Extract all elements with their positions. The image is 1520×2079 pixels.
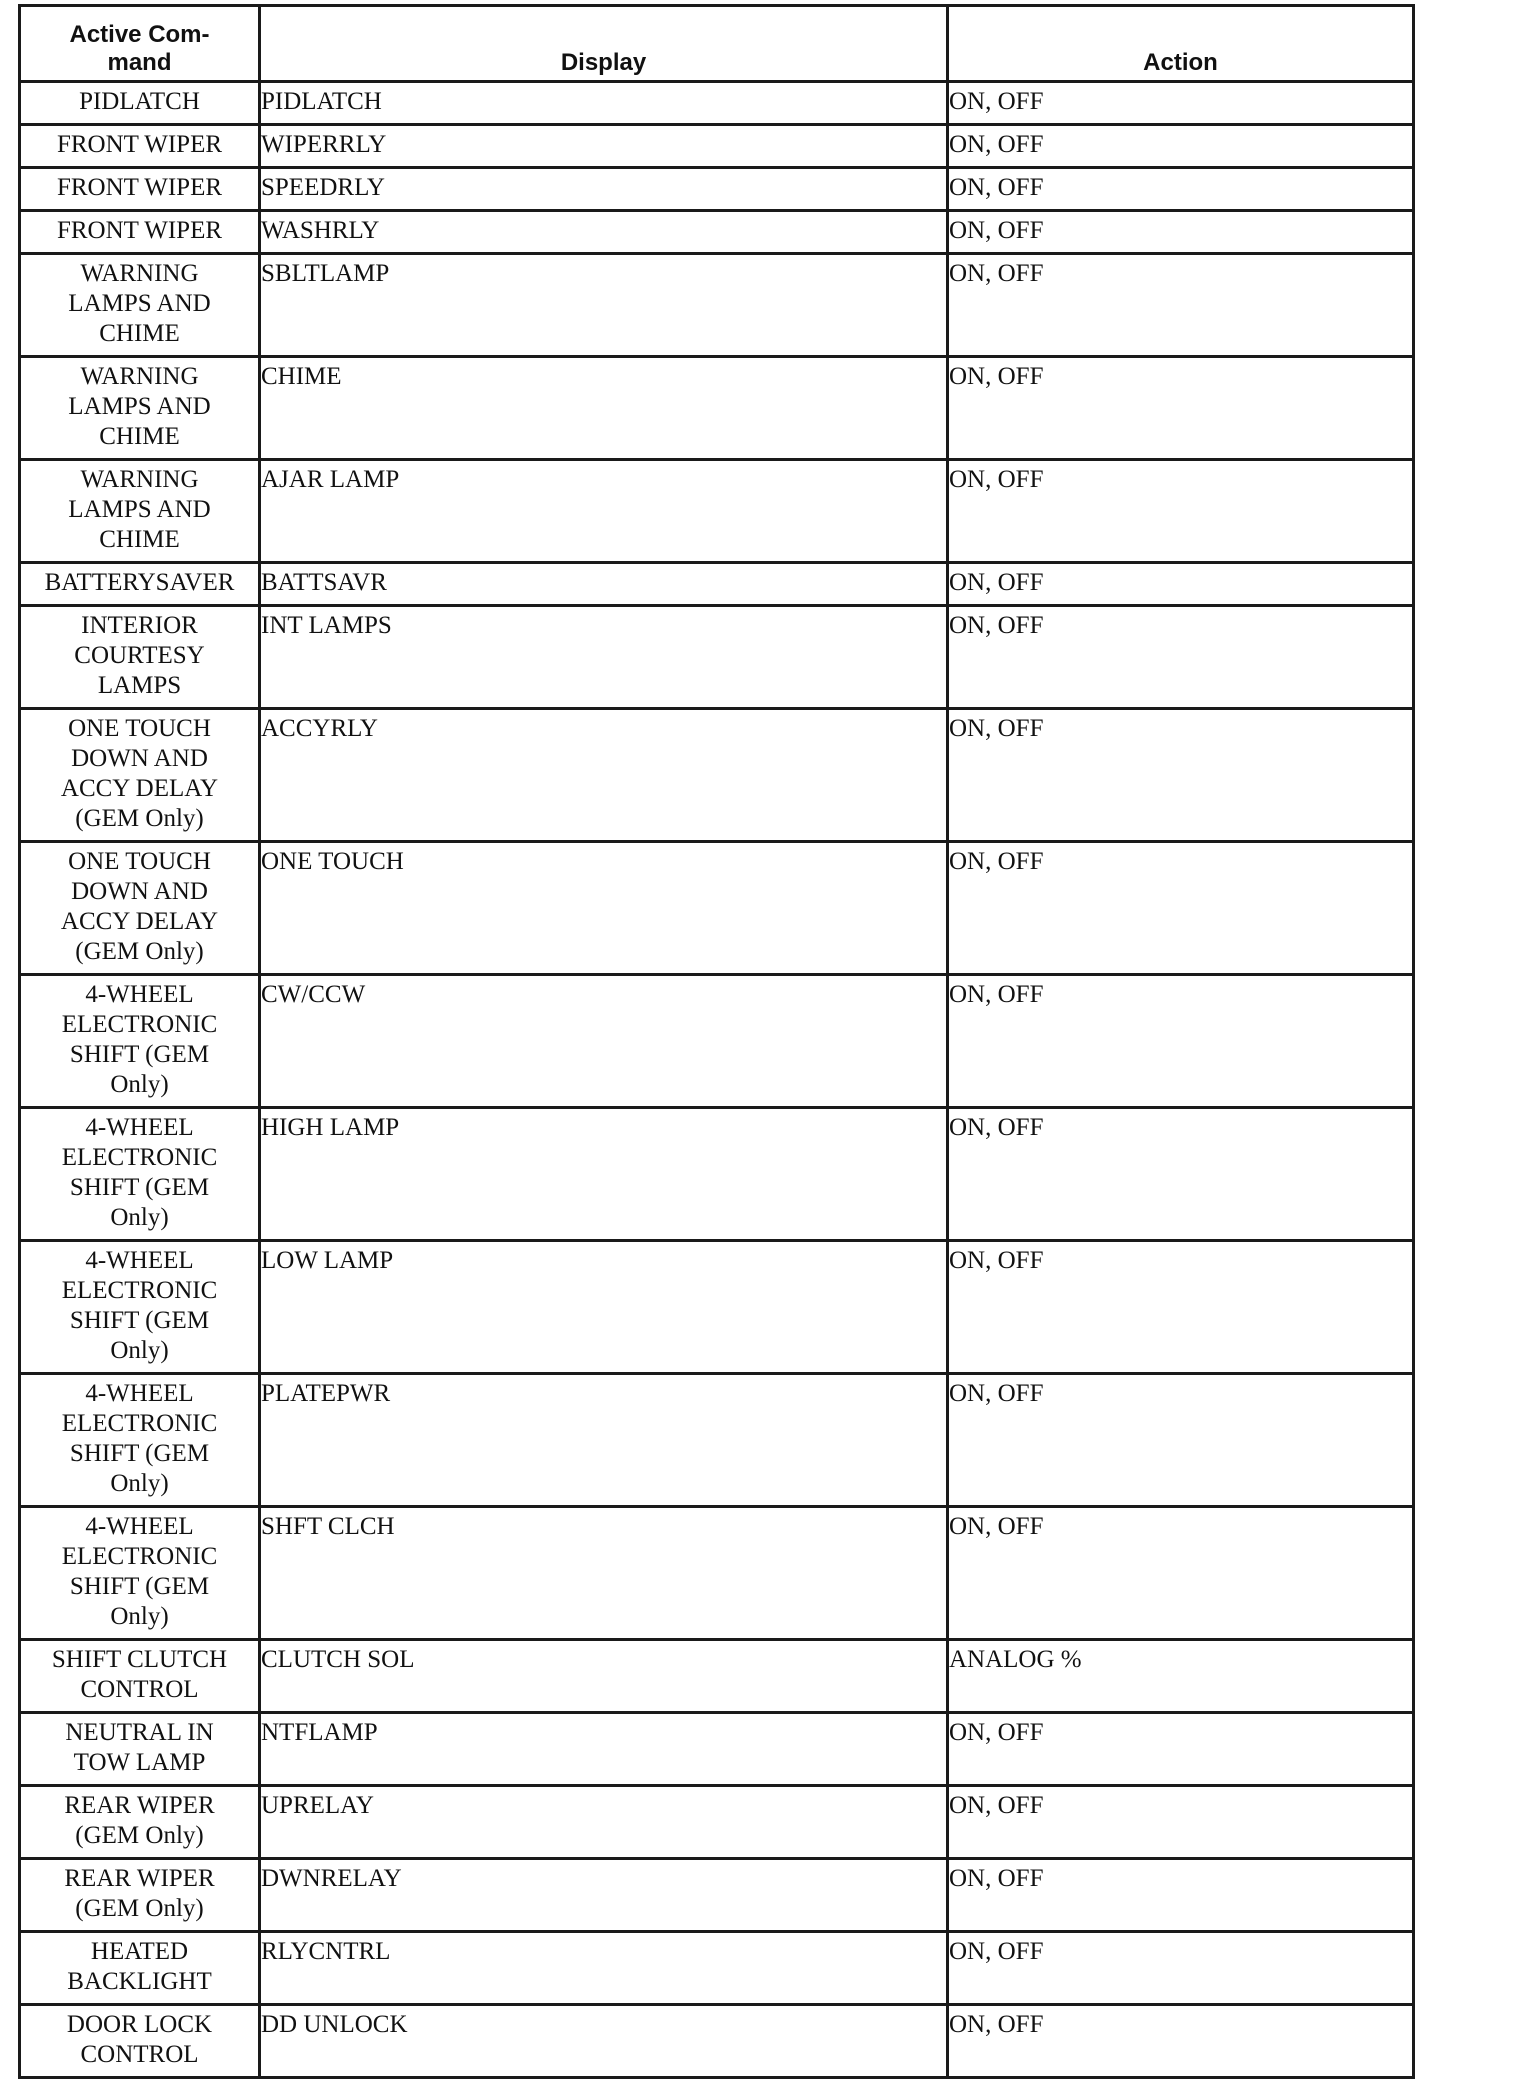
cell-action: ON, OFF [948,842,1414,975]
cell-active-command [20,1108,260,1241]
active-command-text: NEUTRAL IN TOW LAMP [65,1719,214,1776]
table-row [20,254,1414,357]
cell-active-command [20,1713,260,1786]
cell-active-command [20,563,260,606]
active-command-text: FRONT WIPER [56,217,223,244]
table-row [20,357,1414,460]
active-command-text: REAR WIPER (GEM Only) [64,1865,215,1922]
cell-display: LOW LAMP [260,1241,948,1374]
cell-active-command [20,211,260,254]
cell-action: ON, OFF [948,82,1414,125]
cell-active-command [20,1374,260,1507]
cell-display: BATTSAVR [260,563,948,606]
cell-display: HIGH LAMP [260,1108,948,1241]
cell-action: ON, OFF [948,1108,1414,1241]
cell-action: ON, OFF [948,606,1414,709]
table-row [20,842,1414,975]
cell-action: ON, OFF [948,211,1414,254]
cell-action: ON, OFF [948,563,1414,606]
cell-display: CW/CCW [260,975,948,1108]
cell-action: ON, OFF [948,254,1414,357]
cell-active-command [20,254,260,357]
active-command-text: PIDLATCH [79,88,200,115]
cell-display: SBLTLAMP [260,254,948,357]
table-row [20,563,1414,606]
active-command-text: BATTERYSAVER [44,569,235,596]
header-action: Action [948,6,1414,82]
cell-active-command [20,2005,260,2078]
cell-action: ANALOG % [948,1640,1414,1713]
active-command-text: REAR WIPER (GEM Only) [64,1792,215,1849]
table-row [20,1640,1414,1713]
cell-active-command [20,1507,260,1640]
active-command-text: 4-WHEEL ELECTRONIC SHIFT (GEM Only) [61,1114,218,1231]
cell-display: DD UNLOCK [260,2005,948,2078]
cell-action: ON, OFF [948,1241,1414,1374]
cell-action: ON, OFF [948,1786,1414,1859]
cell-action: ON, OFF [948,1932,1414,2005]
cell-active-command [20,842,260,975]
table-row [20,1374,1414,1507]
cell-display: RLYCNTRL [260,1932,948,2005]
active-command-text: DOOR LOCK CONTROL [66,2011,213,2068]
cell-action: ON, OFF [948,1374,1414,1507]
cell-display: ONE TOUCH [260,842,948,975]
table-row [20,1859,1414,1932]
table-row [20,1108,1414,1241]
table-body [20,82,1414,2078]
table-header-row [20,6,1414,82]
cell-active-command [20,709,260,842]
cell-active-command [20,1859,260,1932]
cell-action: ON, OFF [948,125,1414,168]
cell-action: ON, OFF [948,1507,1414,1640]
header-active-command: Active Com- mand [20,6,260,82]
active-command-table [18,4,1415,2079]
cell-action: ON, OFF [948,975,1414,1108]
cell-action: ON, OFF [948,168,1414,211]
table-row [20,211,1414,254]
cell-display: PLATEPWR [260,1374,948,1507]
cell-display: ACCYRLY [260,709,948,842]
cell-display: UPRELAY [260,1786,948,1859]
table-row [20,709,1414,842]
table-row [20,125,1414,168]
cell-action: ON, OFF [948,2005,1414,2078]
table-row [20,1713,1414,1786]
active-command-text: ONE TOUCH DOWN AND ACCY DELAY (GEM Only) [60,848,219,965]
table-row [20,1507,1414,1640]
active-command-text: WARNING LAMPS AND CHIME [68,466,211,553]
cell-active-command [20,82,260,125]
cell-display: WIPERRLY [260,125,948,168]
cell-active-command [20,1786,260,1859]
active-command-text: WARNING LAMPS AND CHIME [68,363,211,450]
cell-active-command [20,357,260,460]
cell-active-command [20,606,260,709]
cell-active-command [20,460,260,563]
table-row [20,2005,1414,2078]
active-command-text: WARNING LAMPS AND CHIME [68,260,211,347]
cell-active-command [20,1640,260,1713]
cell-action: ON, OFF [948,1859,1414,1932]
cell-active-command [20,168,260,211]
cell-display: DWNRELAY [260,1859,948,1932]
cell-display: PIDLATCH [260,82,948,125]
active-command-text: INTERIOR COURTESY LAMPS [74,612,205,699]
header-display: Display [260,6,948,82]
cell-action: ON, OFF [948,1713,1414,1786]
cell-active-command [20,1241,260,1374]
cell-display: AJAR LAMP [260,460,948,563]
cell-display: CLUTCH SOL [260,1640,948,1713]
cell-active-command [20,1932,260,2005]
cell-action: ON, OFF [948,709,1414,842]
cell-display: CHIME [260,357,948,460]
table-row [20,82,1414,125]
active-command-text: FRONT WIPER [56,174,223,201]
cell-display: WASHRLY [260,211,948,254]
active-command-text: 4-WHEEL ELECTRONIC SHIFT (GEM Only) [61,1380,218,1497]
cell-action: ON, OFF [948,460,1414,563]
active-command-text: 4-WHEEL ELECTRONIC SHIFT (GEM Only) [61,981,218,1098]
cell-action: ON, OFF [948,357,1414,460]
cell-display: SHFT CLCH [260,1507,948,1640]
cell-display: SPEEDRLY [260,168,948,211]
active-command-text: ONE TOUCH DOWN AND ACCY DELAY (GEM Only) [60,715,219,832]
table-row [20,1932,1414,2005]
table-row [20,606,1414,709]
active-command-text: 4-WHEEL ELECTRONIC SHIFT (GEM Only) [61,1513,218,1630]
active-command-text: HEATED BACKLIGHT [67,1938,212,1995]
table-row [20,1241,1414,1374]
cell-active-command [20,125,260,168]
table-row [20,975,1414,1108]
table-row [20,168,1414,211]
cell-display: INT LAMPS [260,606,948,709]
active-command-text: SHIFT CLUTCH CONTROL [51,1646,228,1703]
active-command-text: FRONT WIPER [56,131,223,158]
cell-display: NTFLAMP [260,1713,948,1786]
active-command-table-sheet [18,4,1412,2079]
active-command-text: 4-WHEEL ELECTRONIC SHIFT (GEM Only) [61,1247,218,1364]
table-row [20,460,1414,563]
table-row [20,1786,1414,1859]
cell-active-command [20,975,260,1108]
